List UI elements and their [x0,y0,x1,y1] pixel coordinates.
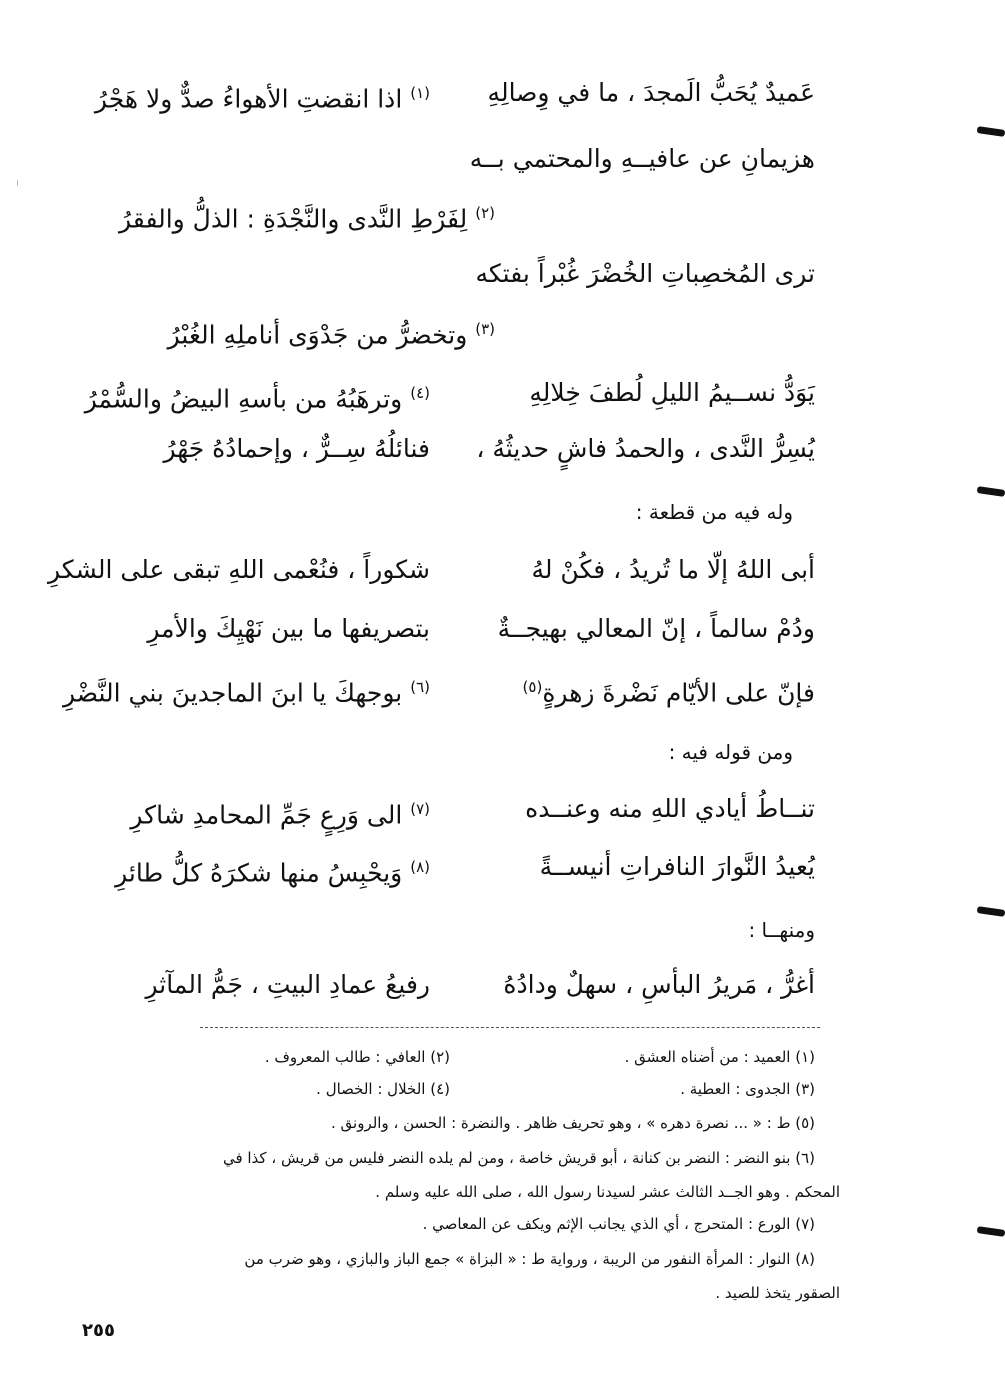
verse-4-first-hemistich: يَوَدُّ نســيمُ الليلِ لُطفَ خِلالِهِ [529,378,815,407]
verse-3-first-line: ترى المُخصِباتِ الخُضْرَ غُبْراً بفتكه [475,259,815,288]
verse-1-first-hemistich: عَميدٌ يُحَبُّ الَمجدَ ، ما في وِصالِهِ [487,78,815,107]
verse-text: وتخضرُّ من جَدْوَى أناملِهِ الغُبْرُ [167,320,468,350]
verse-text: بوجهكَ يا ابنَ الماجدينَ بني النَّضْرِ [62,678,403,708]
footnote-marker: (٧) [410,800,430,818]
section-heading-1: وله فيه من قطعة : [635,500,793,524]
verse-text: اذا انقضتِ الأهواءُ صدٌّ ولا هَجْرُ [94,84,403,114]
page-number: ٢٥٥ [82,1320,115,1341]
verse-10-second-hemistich [95,850,430,890]
verse-1-second-hemistich [95,76,430,116]
verse-2-second-line [95,196,495,236]
verse-6-first-hemistich: أبى اللهُ إلّا ما تُريدُ ، فكُنْ لهُ [531,555,815,584]
verse-3-second-line [95,312,495,352]
footnote-marker: (٨) [410,858,430,876]
verse-text: وَيحْبِسُ منها شكرَهُ كلُّ طائرِ [115,858,403,888]
footnote-1: (١) العميد : من أضناه العشق . [624,1048,815,1066]
footnote-7: (٧) الورع : المتحرج ، أي الذي يجانب الإثم ويكف عن المعاصي . [422,1215,815,1233]
verse-8-second-hemistich [62,670,430,710]
verse-11-second-hemistich: رفيعُ عمادِ البيتِ ، جَمُّ المآثرِ [145,970,430,999]
verse-10-first-hemistich: يُعيدُ النَّوارَ النافراتِ أنيســةً [539,852,815,881]
verse-4-second-hemistich [84,376,430,416]
margin-mark-icon [977,1226,1005,1237]
footnote-8-line-2: الصقور يتخذ للصيد . [715,1284,840,1302]
verse-11-first-hemistich: أغرُّ ، مَريرُ البأسِ ، سهلٌ ودادُهُ [503,970,815,999]
verse-5-first-hemistich: يُسِرُّ النَّدى ، والحمدُ فاشٍ حديثُهُ ، [476,434,815,463]
verse-text: وترهَبُهُ من بأسهِ البيضُ والسُّمْرُ [84,384,403,414]
footnote-marker: (١) [410,84,430,102]
margin-mark-icon [977,126,1005,137]
footnote-marker: (٤) [410,384,430,402]
verse-8-first-hemistich [523,670,815,710]
verse-text: فإنّ على الأيّام نَضْرةَ زهرةٍ [542,678,815,708]
footnote-6-line-1: (٦) بنو النضر : النضر بن كنانة ، أبو قريش خاصة ، ومن لم يلده النضر فليس من قريش ، كذا في [222,1149,815,1167]
footnote-marker: (٢) [475,204,495,222]
verse-6-second-hemistich: شكوراً ، فنُعْمى اللهِ تبقى على الشكرِ [47,555,430,584]
footnote-separator [200,1027,820,1028]
verse-7-second-hemistich: بتصريفها ما بين نَهْيِكَ والأمرِ [147,614,430,643]
footnote-2: (٢) العافي : طالب المعروف . [264,1048,450,1066]
section-heading-3: ومنهــا : [748,918,815,942]
verse-text: لِفَرْطِ النَّدى والنَّجْدَةِ : الذلُّ والفقرُ [119,204,468,234]
footnote-5: (٥) ط : « ... نصرة دهره » ، وهو تحريف ظاهر . والنضرة : الحسن ، والرونق . [331,1114,815,1132]
footnote-8-line-1: (٨) النوار : المرأة النفور من الريبة ، ورواية ط : « البزاة » جمع الباز والبازي ، وهو ضرب من [244,1250,815,1268]
footnote-marker: (٦) [410,678,430,696]
footnote-3: (٣) الجدوى : العطية . [680,1080,815,1098]
verse-text: الى وَرِعٍ جَمِّ المحامدِ شاكرِ [130,800,403,830]
margin-mark-icon [977,906,1005,917]
footnote-marker: (٥) [522,678,543,696]
verse-9-first-hemistich: تنــاطُ أيادي اللهِ منه وعنــده [525,794,815,823]
footnote-marker: (٣) [475,320,495,338]
verse-2-first-line: هزيمانِ عن عافيــهِ والمحتمي بــه [469,144,815,173]
verse-9-second-hemistich [95,792,430,832]
footnote-4: (٤) الخلال : الخصال . [316,1080,450,1098]
margin-mark-icon [977,486,1005,497]
scan-tick-icon [17,180,18,186]
section-heading-2: ومن قوله فيه : [668,740,793,764]
footnote-6-line-2: المحكم . وهو الجــد الثالث عشر لسيدنا رسول الله ، صلى الله عليه وسلم . [375,1183,840,1201]
verse-5-second-hemistich: فنائلُهُ سِــرٌّ ، وإحمادُهُ جَهْرُ [163,434,430,463]
verse-7-first-hemistich: ودُمْ سالماً ، إنّ المعالي بهيجــةٌ [497,614,815,643]
